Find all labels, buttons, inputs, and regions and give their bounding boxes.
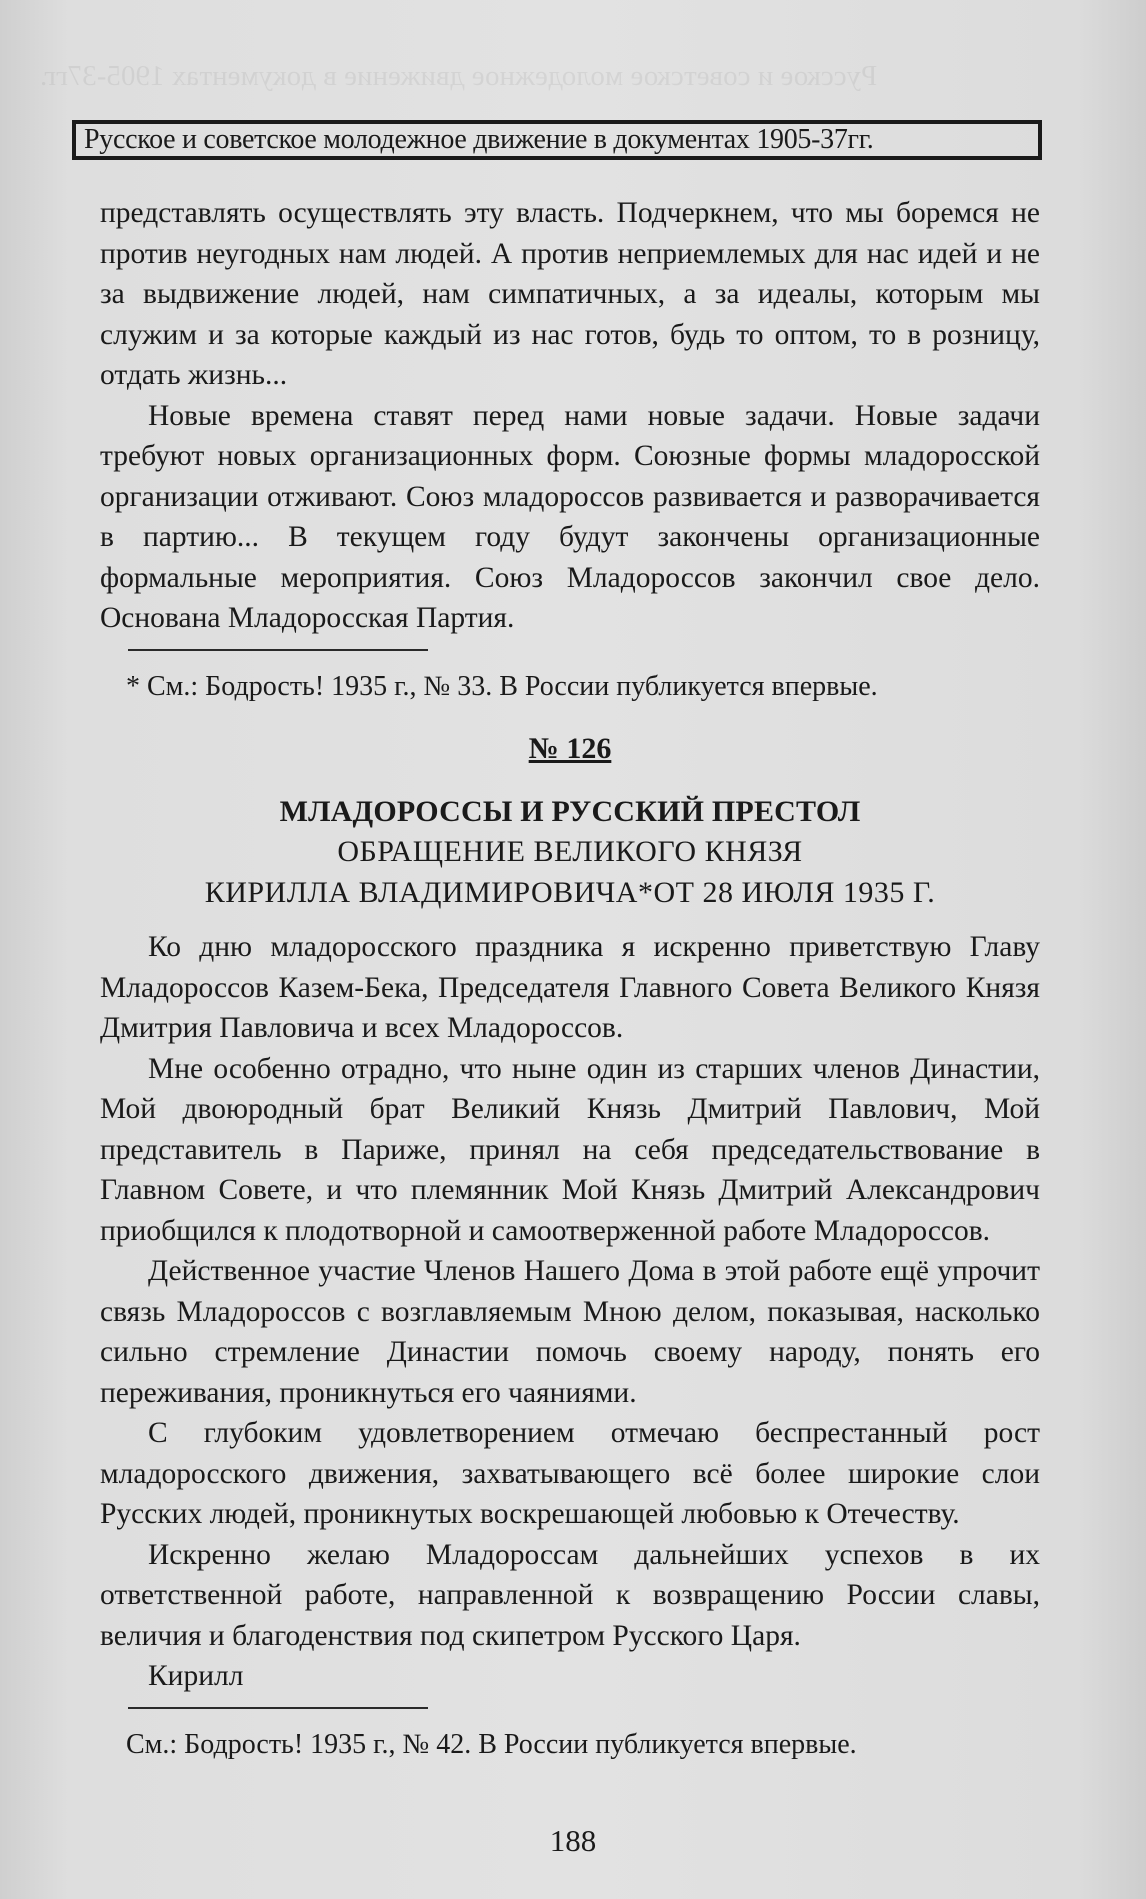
document-title: МЛАДОРОССЫ И РУССКИЙ ПРЕСТОЛ (279, 794, 861, 828)
body-paragraph: С глубоким удовлетворением отмечаю беспрестанный рост младоросского движения, захватывающего всё более широкие слои Русских людей, проникнутых воскрешающей любовью к Отечеству. (100, 1417, 1040, 1530)
document-body (100, 193, 1040, 1765)
footnote: См.: Бодрость! 1935 г., № 42. В России публикуется впервые. (126, 1728, 857, 1760)
footnote: * См.: Бодрость! 1935 г., № 33. В России публикуется впервые. (126, 670, 878, 702)
document-number: № 126 (528, 732, 612, 765)
body-paragraph: Действенное участие Членов Нашего Дома в этой работе ещё упрочит связь Младороссов с возглавляемым Мною делом, показывая, насколько сильно стремление Династии помочь своему народу, понять его переживания, проникнуться его чаяниями. (100, 1255, 1040, 1409)
running-header: Русское и советское молодежное движение в документах 1905-37гг. (72, 120, 1042, 160)
body-paragraph: Мне особенно отрадно, что ныне один из старших членов Династии, Мой двоюродный брат Великий Князь Дмитрий Павлович, Мой представитель в Париже, принял на себя председательствование в Главном Совете, и что племянник Мой Князь Дмитрий Александрович приобщился к плодотворной и самоотверженной работе Младороссов. (100, 1052, 1040, 1247)
document-subtitle: КИРИЛЛА ВЛАДИМИРОВИЧА*ОТ 28 ИЮЛЯ 1935 Г. (204, 875, 936, 909)
intro-paragraph: Новые времена ставят перед нами новые задачи. Новые задачи требуют новых организационных форм. Союзные формы младоросской организации отживают. Союз младороссов развивается и разворачивается в партию... В текущем году будут закончены организационные формальные мероприятия. Союз Младороссов закончил свое дело. Основана Младоросская Партия. (100, 399, 1040, 634)
document-subtitle: ОБРАЩЕНИЕ ВЕЛИКОГО КНЯЗЯ (337, 835, 803, 868)
bleed-through-text: Русское и советское молодежное движение в документах 1905-37гг. (40, 60, 878, 92)
footnote-rule (128, 649, 428, 651)
page-number: 188 (549, 1823, 597, 1858)
body-paragraph: Ко дню младоросского праздника я искренно приветствую Главу Младороссов Казем-Бека, Председателя Главного Совета Великого Князя Дмитрия Павловича и всех Младороссов. (100, 931, 1040, 1044)
footnote-rule (128, 1707, 428, 1709)
body-paragraph: Искренно желаю Младороссам дальнейших успехов в их ответственной работе, направленной к возвращению России славы, величия и благоденствия под скипетром Русского Царя. (100, 1538, 1040, 1652)
intro-paragraph: представлять осуществлять эту власть. Подчеркнем, что мы боремся не против неугодных нам людей. А против неприемлемых для нас идей и не за выдвижение людей, нам симпатичных, а за идеалы, которым мы служим и за которые каждый из нас готов, будь то оптом, то в розницу, отдать жизнь... (100, 197, 1040, 391)
signature: Кирилл (148, 1660, 244, 1692)
